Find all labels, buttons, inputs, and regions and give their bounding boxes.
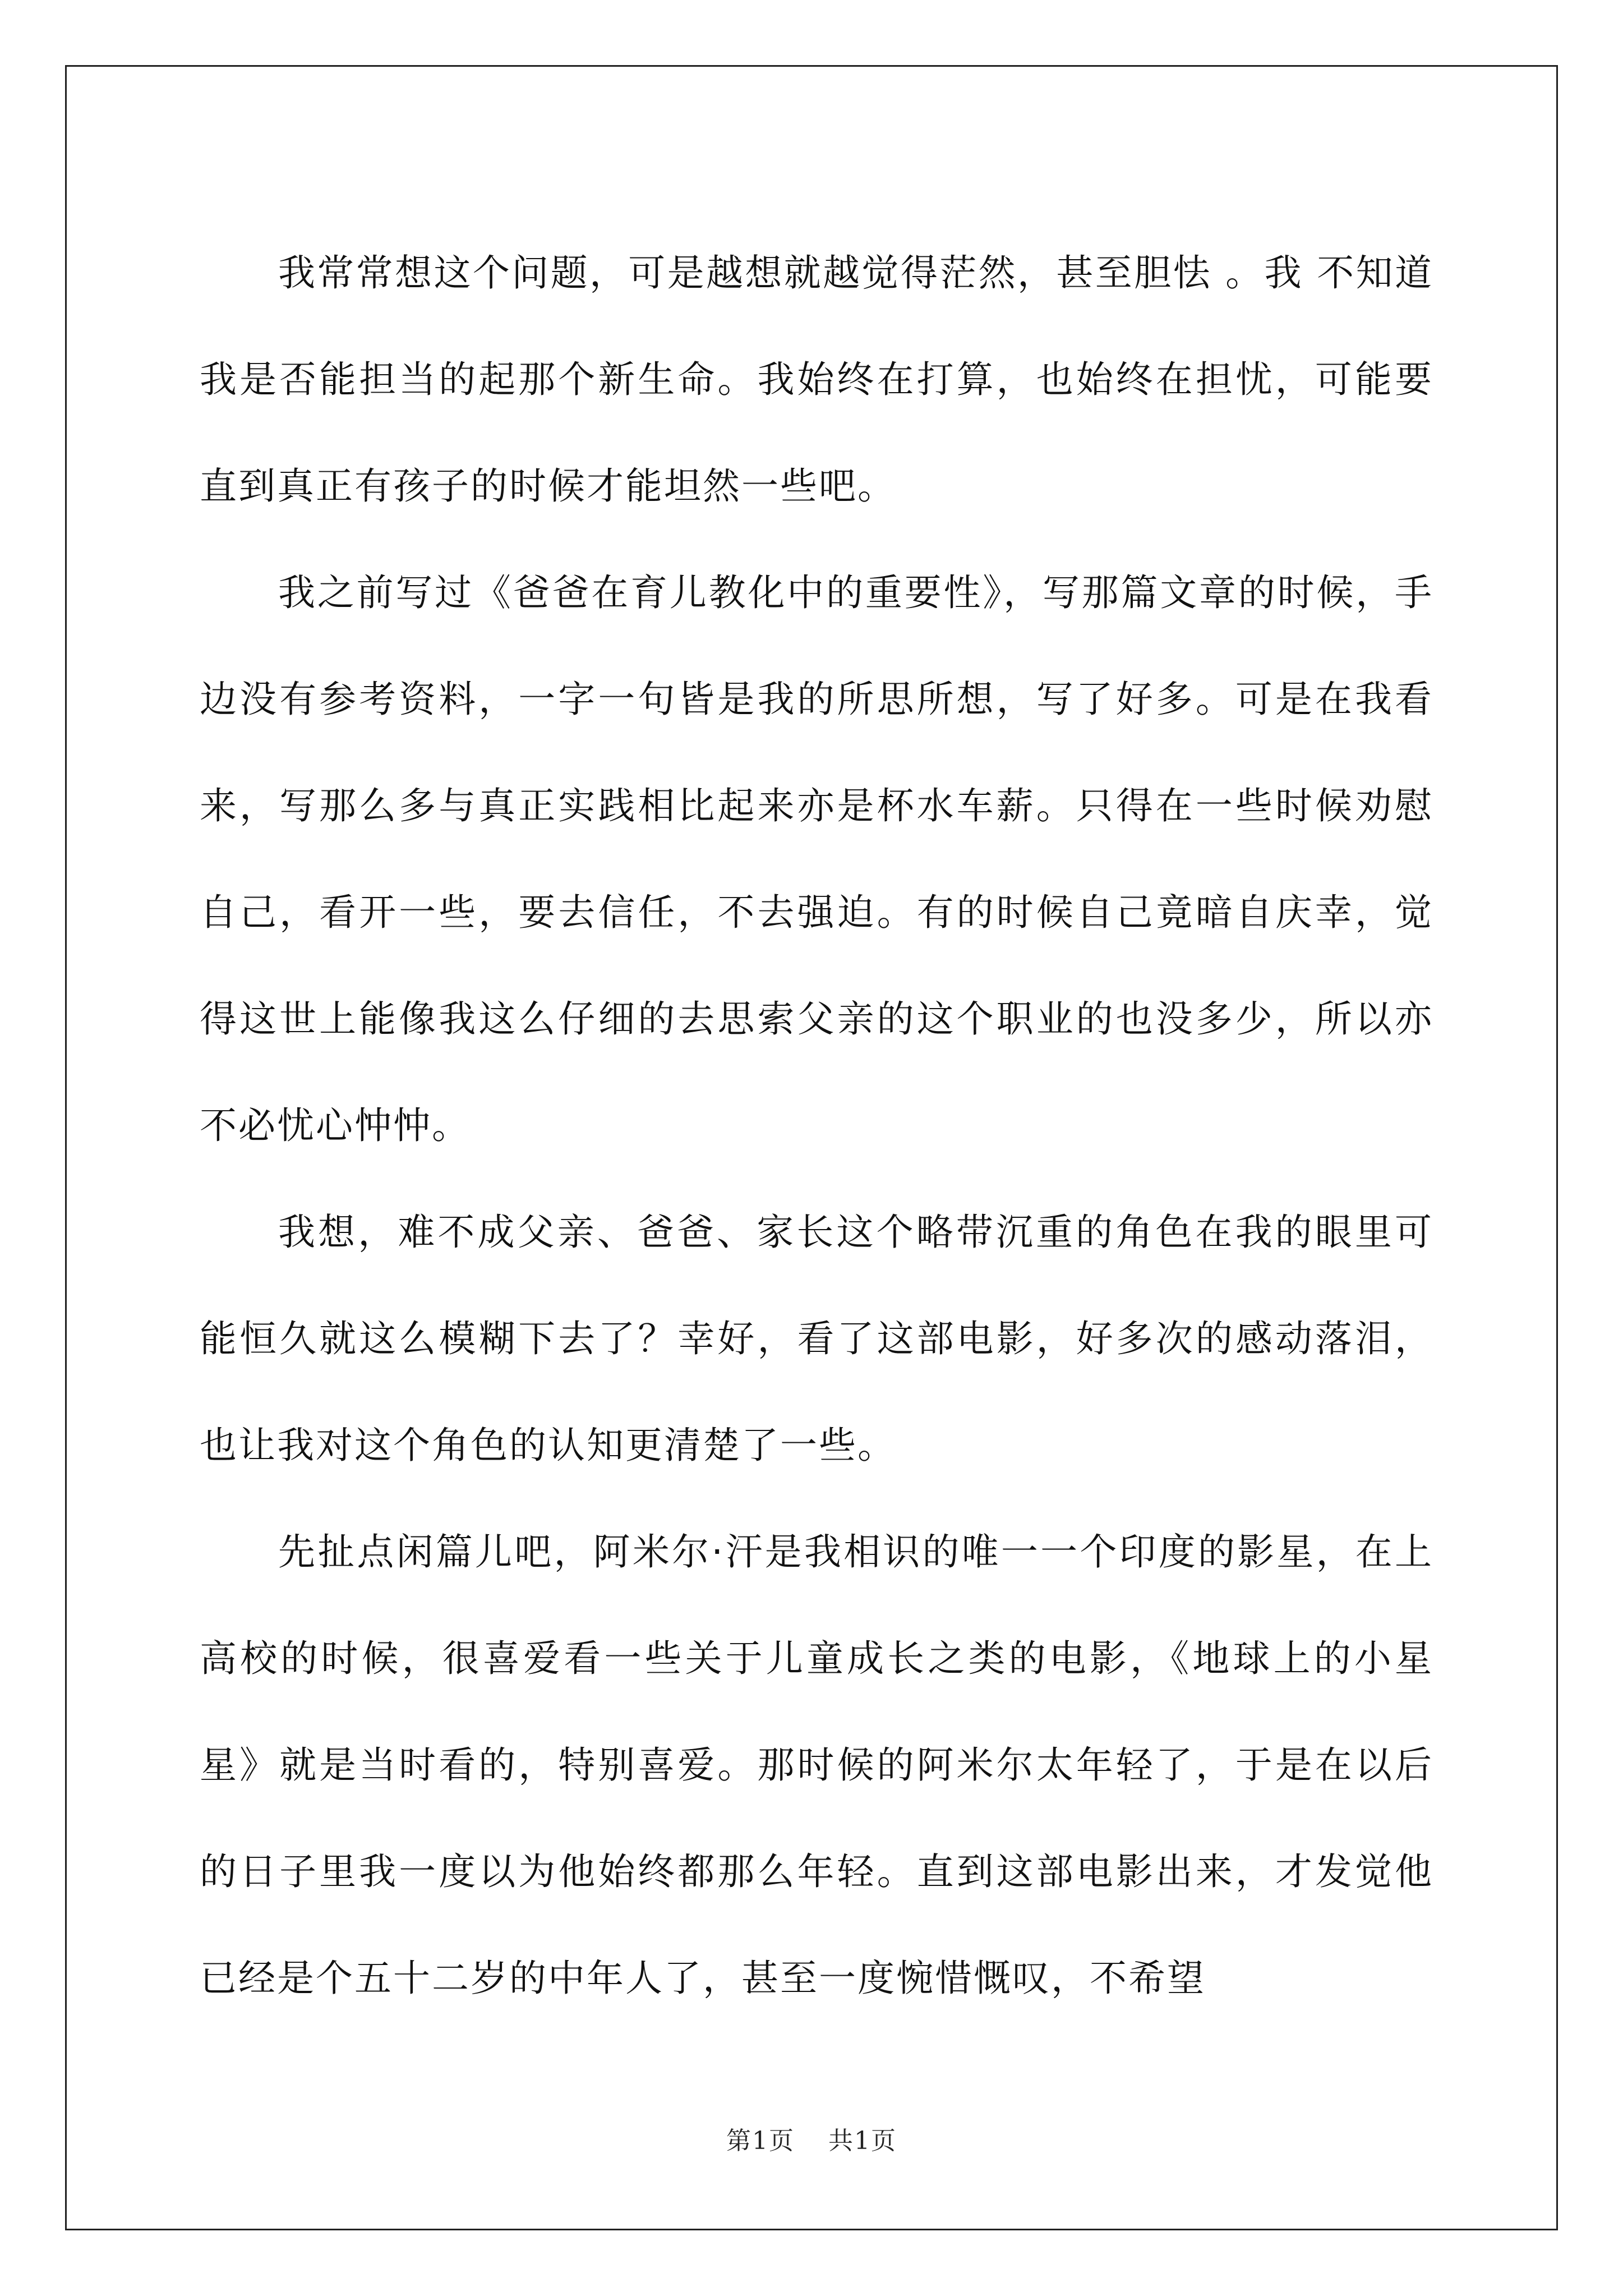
document-body: [200, 220, 1433, 2032]
page-number: 第1页: [726, 2127, 795, 2155]
paragraph-4: 先扯点闲篇儿吧，阿米尔·汗是我相识的唯一一个印度的影星，在上高校的时候，很喜爱看一些关于儿童成长之类的电影，《地球上的小星星》就是当时看的，特别喜爱。那时候的阿米尔太年轻了，于是在以后的日子里我一度以为他始终都那么年轻。直到这部电影出来，才发觉他已经是个五十二岁的中年人了，甚至一度惋惜慨叹，不希望: [200, 1530, 1433, 2000]
paragraph-3: 我想，难不成父亲、爸爸、家长这个略带沉重的角色在我的眼里可能恒久就这么模糊下去了？幸好，看了这部电影，好多次的感动落泪，也让我对这个角色的认知更清楚了一些。: [200, 1211, 1433, 1467]
page-footer: [0, 2120, 1623, 2156]
page-total: 共1页: [828, 2127, 897, 2155]
paragraph-2: 我之前写过《爸爸在育儿教化中的重要性》，写那篇文章的时候，手边没有参考资料，一字一句皆是我的所思所想，写了好多。可是在我看来，写那么多与真正实践相比起来亦是杯水车薪。只得在一些时候劝慰自己，看开一些，要去信任，不去强迫。有的时候自己竟暗自庆幸，觉得这世上能像我这么仔细的去思索父亲的这个职业的也没多少，所以亦不必忧心忡忡。: [200, 571, 1433, 1147]
paragraph-1: 我常常想这个问题，可是越想就越觉得茫然，甚至胆怯 。我 不知道我是否能担当的起那个新生命。我始终在打算，也始终在担忧，可能要直到真正有孩子的时候才能坦然一些吧。: [200, 251, 1433, 508]
